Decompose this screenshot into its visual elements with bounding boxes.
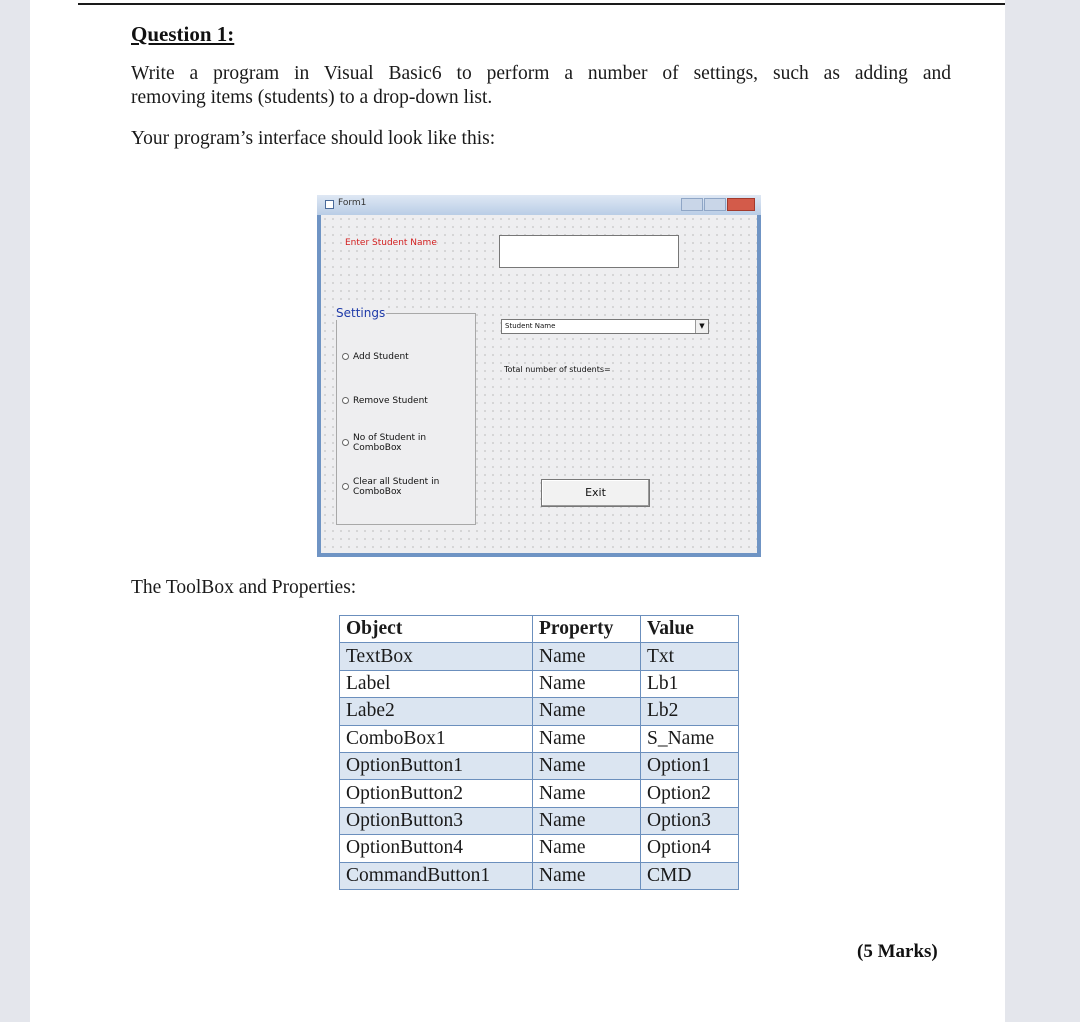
- properties-table: [339, 615, 739, 890]
- table-row: [340, 780, 739, 807]
- close-button[interactable]: [727, 198, 755, 211]
- enter-student-label: Enter Student Name: [345, 238, 437, 248]
- cell-property: Name: [533, 752, 641, 779]
- cell-object: OptionButton2: [340, 780, 533, 807]
- cell-property: Name: [533, 862, 641, 889]
- maximize-button[interactable]: [704, 198, 726, 211]
- cell-property: Name: [533, 807, 641, 834]
- marks-label: (5 Marks): [857, 941, 938, 962]
- cell-value: Option1: [641, 752, 739, 779]
- radio-icon[interactable]: [342, 397, 349, 404]
- table-row: [340, 725, 739, 752]
- vb-form-window: [317, 195, 761, 557]
- chevron-down-icon[interactable]: ▼: [695, 320, 708, 333]
- option-label-line-2: ComboBox: [353, 443, 402, 453]
- question-title: Question 1:: [131, 22, 235, 46]
- form-icon: [325, 200, 334, 209]
- vb-form-client: [321, 215, 757, 553]
- combobox-value: Student Name: [505, 322, 556, 330]
- radio-icon[interactable]: [342, 439, 349, 446]
- header-value: Value: [641, 616, 739, 643]
- cell-property: Name: [533, 698, 641, 725]
- table-row: [340, 862, 739, 889]
- total-students-label: Total number of students=: [504, 365, 611, 374]
- option-label: Add Student: [353, 352, 409, 362]
- vb-form-titlebar: [317, 195, 761, 215]
- cell-value: CMD: [641, 862, 739, 889]
- cell-value: Lb1: [641, 670, 739, 697]
- option-remove-student[interactable]: [342, 396, 428, 406]
- cell-property: Name: [533, 835, 641, 862]
- toolbox-heading: The ToolBox and Properties:: [131, 577, 357, 598]
- cell-object: CommandButton1: [340, 862, 533, 889]
- question-text: [131, 62, 951, 110]
- minimize-button[interactable]: [681, 198, 703, 211]
- option-label-line-1: No of Student in: [353, 433, 427, 443]
- table-header-row: [340, 616, 739, 643]
- cell-value: Option3: [641, 807, 739, 834]
- cell-value: Lb2: [641, 698, 739, 725]
- header-object: Object: [340, 616, 533, 643]
- cell-object: Labe2: [340, 698, 533, 725]
- cell-value: Txt: [641, 643, 739, 670]
- cell-object: ComboBox1: [340, 725, 533, 752]
- option-add-student[interactable]: [342, 352, 409, 362]
- table-row: [340, 835, 739, 862]
- vb-form-title: Form1: [338, 198, 367, 208]
- option-clear-students[interactable]: [342, 477, 439, 497]
- radio-icon[interactable]: [342, 483, 349, 490]
- cell-property: Name: [533, 670, 641, 697]
- question-line-2: removing items (students) to a drop-down list.: [131, 87, 493, 108]
- table-row: [340, 698, 739, 725]
- cell-object: OptionButton3: [340, 807, 533, 834]
- cell-property: Name: [533, 780, 641, 807]
- option-label-line-2: ComboBox: [353, 487, 402, 497]
- cell-object: Label: [340, 670, 533, 697]
- table-row: [340, 643, 739, 670]
- cell-value: S_Name: [641, 725, 739, 752]
- top-rule: [78, 3, 1005, 5]
- option-count-students[interactable]: [342, 433, 426, 453]
- cell-object: TextBox: [340, 643, 533, 670]
- cell-object: OptionButton4: [340, 835, 533, 862]
- student-name-textbox[interactable]: [499, 235, 679, 268]
- interface-intro: Your program’s interface should look like this:: [131, 128, 496, 149]
- option-label: Remove Student: [353, 396, 428, 406]
- cell-value: Option4: [641, 835, 739, 862]
- header-property: Property: [533, 616, 641, 643]
- cell-object: OptionButton1: [340, 752, 533, 779]
- cell-property: Name: [533, 725, 641, 752]
- table-row: [340, 807, 739, 834]
- window-controls: [681, 198, 755, 211]
- table-row: [340, 752, 739, 779]
- cell-property: Name: [533, 643, 641, 670]
- cell-value: Option2: [641, 780, 739, 807]
- exit-button[interactable]: Exit: [541, 479, 650, 507]
- settings-frame-title: Settings: [336, 306, 386, 320]
- table-row: [340, 670, 739, 697]
- student-name-combobox[interactable]: [501, 319, 709, 334]
- question-line-1: Write a program in Visual Basic6 to perform a number of settings, such as adding and: [131, 63, 951, 84]
- option-label-line-1: Clear all Student in: [353, 477, 440, 487]
- radio-icon[interactable]: [342, 353, 349, 360]
